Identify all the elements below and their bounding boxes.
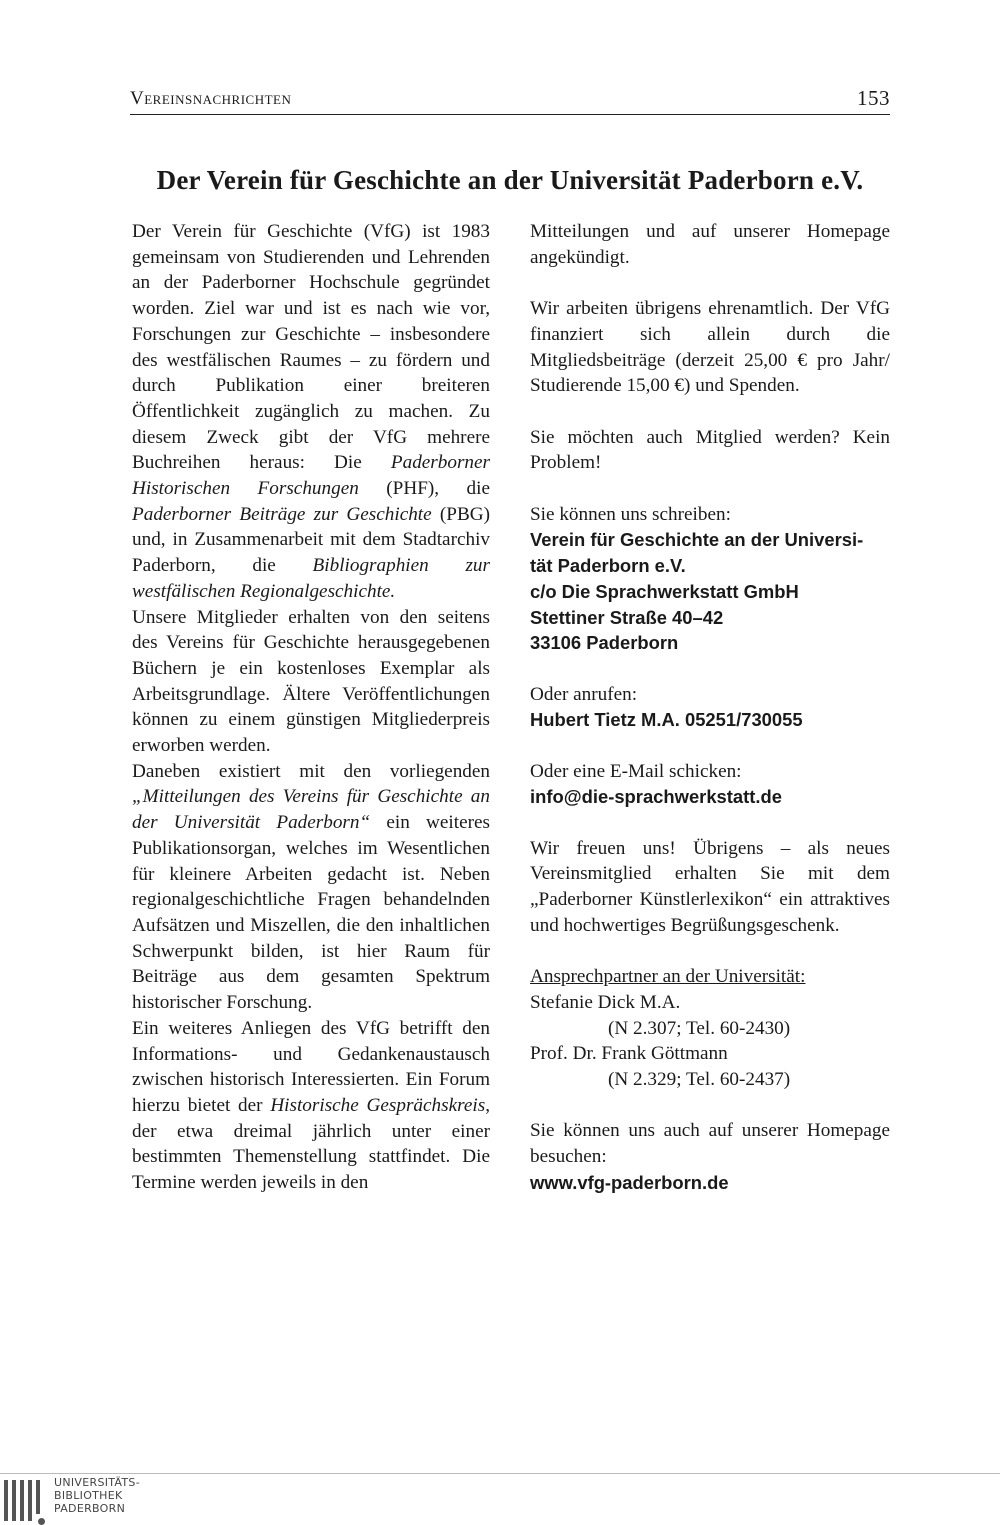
forum-name: Historische Gesprächskreis [270, 1094, 486, 1116]
article-title: Der Verein für Geschichte an der Universität Paderborn e.V. [156, 165, 864, 195]
homepage-intro: Sie können uns auch auf unserer Homepage besuchen: [530, 1120, 890, 1168]
paragraph-finance: Wir arbeiten übrigens ehrenamtlich. Der VfG finanziert sich allein durch die Mitgliedsbeiträge (derzeit 25,00 € pro Jahr/ Studierende 15,00 €) und Spenden. [530, 298, 890, 397]
series-title-phf: Paderborner Historischen Forschungen [132, 452, 490, 500]
footer-divider [0, 1473, 1000, 1474]
journal-title: „Mitteilungen des Vereins für Geschichte an der Universität Paderborn“ [132, 786, 490, 834]
running-head [130, 86, 890, 115]
paragraph-announce: Mitteilungen und auf unserer Homepage angekündigt. [530, 221, 890, 268]
page-number: 153 [857, 86, 890, 110]
paragraph-intro: Der Verein für Geschichte (VfG) ist 1983 gemeinsam von Studierenden und Lehrenden an der Paderborner Hochschule gegründet worden. Ziel war und ist es nach wie vor, Forschungen zur Geschichte – insbesondere des westfälischen Raumes – zu fördern und durch Publikation einer breiteren Öffentlichkeit zugänglich zu machen. Zu diesem Zweck gibt der VfG mehrere Buchreihen heraus: Die Paderborner Historischen Forschungen (PHF), die Paderborner Beiträge zur Geschichte (PBG) und, in Zusammenarbeit mit dem Stadtarchiv Paderborn, die Bibliographien zur westfälischen Regionalgeschichte. [132, 221, 490, 602]
library-logo [0, 1476, 140, 1525]
paragraph-members: Unsere Mitglieder erhalten von den seitens des Vereins für Geschichte herausgegebenen Büchern je ein kostenloses Exemplar als Arbeitsgrundlage. Ältere Veröffentlichungen können zu einem günstigen Mitgliederpreis erworben werden. [132, 606, 490, 757]
contact-heading: Ansprechpartner an der Universität: [530, 966, 806, 988]
contact-1-info: (N 2.307; Tel. 60-2430) [608, 1017, 791, 1039]
paragraph-join: Sie möchten auch Mitglied werden? Kein Problem! [530, 426, 890, 474]
contact-2-name: Prof. Dr. Frank Göttmann [530, 1043, 728, 1065]
postal-address: Verein für Geschichte an der Universi- tät Paderborn e.V. c/o Die Sprachwerkstatt GmbH Stettiner Straße 40–42 33106 Paderborn [530, 529, 864, 654]
section-title: Vereinsnachrichten [130, 88, 292, 109]
series-title-pbg: Paderborner Beiträge zur Geschichte [132, 503, 432, 525]
phone-contact[interactable]: Hubert Tietz M.A. 05251/730055 [530, 709, 803, 731]
homepage-link[interactable]: www.vfg-paderborn.de [530, 1171, 729, 1193]
paragraph-mitteilungen: Daneben existiert mit den vorliegenden „Mitteilungen des Vereins für Geschichte an der Universität Paderborn“ ein weiteres Publikationsorgan, welches im Wesentlichen für kleinere Arbeiten gedacht ist. Neben regionalgeschichtliche Fragen behandelnden Aufsätzen und Miszellen, die den inhaltlichen Schwerpunkt bilden, ist hier Raum für Beiträge aus dem gesamten Spektrum historischer Forschung. [132, 760, 490, 1014]
contact-2-info: (N 2.329; Tel. 60-2437) [608, 1069, 791, 1091]
left-column [132, 219, 490, 1196]
contact-1-name: Stefanie Dick M.A. [530, 991, 681, 1013]
series-title-bibliographien: Bibliographien zur westfälischen Regionalgeschichte. [132, 555, 490, 602]
paragraph-welcome: Wir freuen uns! Übrigens – als neues Vereinsmitglied erhalten Sie mit dem „Paderborner Künstlerlexikon“ ein attraktives und hochwertiges Begrüßungsgeschenk. [530, 837, 890, 936]
right-column [530, 219, 890, 1196]
write-intro: Sie können uns schreiben: [530, 503, 731, 525]
call-intro: Oder anrufen: [530, 683, 638, 705]
email-link[interactable]: info@die-sprachwerkstatt.de [530, 786, 782, 808]
barcode-icon [2, 1476, 48, 1525]
mail-intro: Oder eine E-Mail schicken: [530, 760, 742, 782]
library-name: UNIVERSITÄTS- BIBLIOTHEK PADERBORN [54, 1476, 140, 1515]
paragraph-forum: Ein weiteres Anliegen des VfG betrifft den Informations- und Gedankenaustausch zwischen historisch Interessierten. Ein Forum hierzu bietet der Historische Gesprächskreis, der etwa dreimal jährlich unter einer bestimmten Themenstellung stattfindet. Die Termine werden jeweils in den [132, 1017, 490, 1194]
